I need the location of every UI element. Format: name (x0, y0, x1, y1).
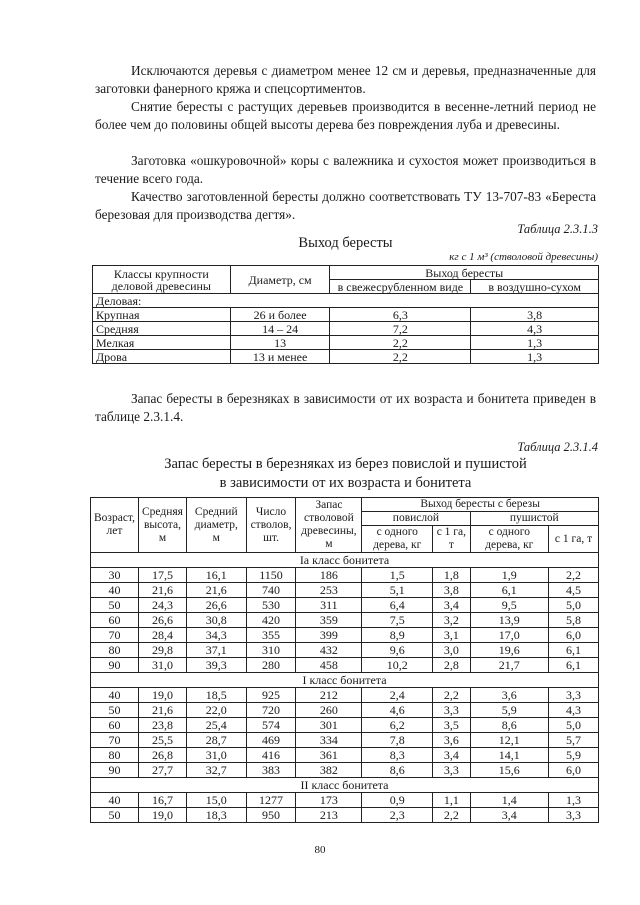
t1-cell: 3,8 (471, 308, 599, 322)
t2-cell: 1277 (246, 793, 296, 808)
t2-cell: 2,8 (433, 658, 470, 673)
t1-header-class: Классы крупности деловой древесины (93, 266, 231, 294)
t2-cell: 50 (91, 703, 139, 718)
t2-cell: 1,4 (470, 793, 549, 808)
table-row (91, 568, 599, 583)
t2-cell: 70 (91, 628, 139, 643)
t2-cell: 6,0 (549, 763, 599, 778)
t2-cell: 334 (296, 733, 362, 748)
t2-cell: 5,7 (549, 733, 599, 748)
section-row (91, 778, 599, 793)
t1-header-fresh: в свежесрубленном виде (330, 280, 471, 294)
t2-cell: 3,8 (433, 583, 470, 598)
t2-cell: 3,3 (433, 703, 470, 718)
t1-cell: 1,3 (471, 350, 599, 364)
t2-cell: 574 (246, 718, 296, 733)
t2-cell: 383 (246, 763, 296, 778)
t2-cell: 7,8 (362, 733, 433, 748)
t1-cell: 13 и менее (230, 350, 330, 364)
t2-cell: 21,6 (186, 583, 246, 598)
t2-cell: 9,5 (470, 598, 549, 613)
t2-cell: 355 (246, 628, 296, 643)
t2-cell: 458 (296, 658, 362, 673)
t2-cell: 90 (91, 763, 139, 778)
t2-cell: 253 (296, 583, 362, 598)
table-row (91, 643, 599, 658)
t2-cell: 40 (91, 688, 139, 703)
section-row (91, 673, 599, 688)
t2-cell: 90 (91, 658, 139, 673)
t2-cell: 3,2 (433, 613, 470, 628)
table-row (91, 658, 599, 673)
t2-header-per-tree: с одного дерева, кг (362, 526, 433, 553)
t2-cell: 382 (296, 763, 362, 778)
t2-cell: 80 (91, 748, 139, 763)
t2-cell: 1,8 (433, 568, 470, 583)
t2-cell: 37,1 (186, 643, 246, 658)
paragraph-quality: Качество заготовленной бересты должно соответствовать ТУ 13-707-83 «Береста березовая для производства дегтя». (95, 189, 596, 222)
table-row (91, 688, 599, 703)
t2-cell: 3,6 (470, 688, 549, 703)
t2-cell: 5,9 (470, 703, 549, 718)
t2-cell: 186 (296, 568, 362, 583)
t2-cell: 5,8 (549, 613, 599, 628)
t2-cell: 3,0 (433, 643, 470, 658)
table-row (91, 763, 599, 778)
t2-cell: 29,8 (138, 643, 186, 658)
t1-cell: 6,3 (330, 308, 471, 322)
t2-cell: 3,5 (433, 718, 470, 733)
t2-cell: 21,6 (138, 583, 186, 598)
t2-cell: 4,5 (549, 583, 599, 598)
section-label: II класс бонитета (91, 778, 599, 793)
t1-cell: 2,2 (330, 336, 471, 350)
t2-cell: 40 (91, 793, 139, 808)
t2-cell: 25,4 (186, 718, 246, 733)
t2-cell: 260 (296, 703, 362, 718)
table-bark-yield (92, 265, 599, 364)
t2-cell: 21,6 (138, 703, 186, 718)
t2-cell: 925 (246, 688, 296, 703)
t2-cell: 21,7 (470, 658, 549, 673)
t2-cell: 8,6 (470, 718, 549, 733)
t2-cell: 310 (246, 643, 296, 658)
t2-cell: 60 (91, 613, 139, 628)
t2-header-pubescens: пушистой (470, 512, 598, 526)
t2-header-per-ha: с 1 га, т (549, 526, 599, 553)
table-row (91, 733, 599, 748)
t2-cell: 7,5 (362, 613, 433, 628)
table1-title: Выход бересты (298, 235, 393, 251)
t1-cell: Дрова (93, 350, 231, 364)
t2-cell: 3,3 (433, 763, 470, 778)
t2-cell: 2,2 (433, 808, 470, 823)
t2-cell: 26,6 (186, 598, 246, 613)
t2-cell: 1,9 (470, 568, 549, 583)
section-row (91, 553, 599, 568)
t2-cell: 6,1 (549, 658, 599, 673)
t2-cell: 720 (246, 703, 296, 718)
t2-cell: 34,3 (186, 628, 246, 643)
t1-cell: 7,2 (330, 322, 471, 336)
t2-cell: 13,9 (470, 613, 549, 628)
t2-header-age: Возраст, лет (91, 498, 139, 553)
table2-title-line2: в зависимости от их возраста и бонитета (219, 475, 472, 491)
t1-cell: 2,2 (330, 350, 471, 364)
t2-cell: 2,2 (549, 568, 599, 583)
paragraph-stock-ref: Запас бересты в березняках в зависимости от их возраста и бонитета приведен в таблице 2.3.1.4. (95, 391, 596, 424)
t2-cell: 39,3 (186, 658, 246, 673)
t2-cell: 530 (246, 598, 296, 613)
table-row (93, 336, 599, 350)
table-row (93, 322, 599, 336)
table-row (91, 583, 599, 598)
t2-header-height: Средняя высота, м (138, 498, 186, 553)
t2-cell: 50 (91, 808, 139, 823)
table-row (91, 748, 599, 763)
t2-cell: 301 (296, 718, 362, 733)
page-number: 80 (314, 844, 326, 856)
t2-header-per-tree: с одного дерева, кг (470, 526, 549, 553)
t2-header-count: Число стволов, шт. (246, 498, 296, 553)
t2-cell: 3,4 (470, 808, 549, 823)
t2-cell: 24,3 (138, 598, 186, 613)
t2-cell: 6,4 (362, 598, 433, 613)
t1-header-dry: в воздушно-сухом (471, 280, 599, 294)
paragraph-bark: Заготовка «ошкуровочной» коры с валежника и сухостоя может производиться в течение всего года. (95, 153, 596, 186)
t2-cell: 359 (296, 613, 362, 628)
t1-cell: 26 и более (230, 308, 330, 322)
t2-cell: 26,8 (138, 748, 186, 763)
t2-cell: 420 (246, 613, 296, 628)
t2-cell: 19,0 (138, 688, 186, 703)
t2-cell: 280 (246, 658, 296, 673)
t2-header-yield: Выход бересты с березы (362, 498, 599, 512)
t2-cell: 40 (91, 583, 139, 598)
t2-cell: 5,9 (549, 748, 599, 763)
t2-cell: 6,1 (549, 643, 599, 658)
t2-cell: 0,9 (362, 793, 433, 808)
table-row (93, 308, 599, 322)
t2-cell: 10,2 (362, 658, 433, 673)
table-row (91, 793, 599, 808)
t2-cell: 8,3 (362, 748, 433, 763)
t2-cell: 26,6 (138, 613, 186, 628)
t2-cell: 3,4 (433, 748, 470, 763)
section-label: I класс бонитета (91, 673, 599, 688)
t2-cell: 31,0 (138, 658, 186, 673)
t2-cell: 60 (91, 718, 139, 733)
table-row (91, 718, 599, 733)
t2-cell: 17,0 (470, 628, 549, 643)
t1-cell: 4,3 (471, 322, 599, 336)
t2-cell: 950 (246, 808, 296, 823)
t2-cell: 30 (91, 568, 139, 583)
t1-cell: 14 – 24 (230, 322, 330, 336)
t2-header-stock: Запас стволовой древесины, м (296, 498, 362, 553)
t2-cell: 311 (296, 598, 362, 613)
t2-cell: 1,3 (549, 793, 599, 808)
table1-unit: кг с 1 м³ (стволовой древесины) (449, 251, 598, 263)
t1-cell: 1,3 (471, 336, 599, 350)
table-row (91, 613, 599, 628)
t2-cell: 8,9 (362, 628, 433, 643)
t2-cell: 3,6 (433, 733, 470, 748)
t2-cell: 432 (296, 643, 362, 658)
t2-cell: 6,0 (549, 628, 599, 643)
table2-ref: Таблица 2.3.1.4 (517, 440, 598, 454)
t2-cell: 15,6 (470, 763, 549, 778)
t2-header-diameter: Средний диаметр, м (186, 498, 246, 553)
paragraph-exclusions: Исключаются деревья с диаметром менее 12 см и деревья, предназначенные для заготовки фанерного кряжа и спецсортиментов. (95, 63, 596, 96)
t2-cell: 2,2 (433, 688, 470, 703)
t2-cell: 1,5 (362, 568, 433, 583)
t1-header-diameter: Диаметр, см (230, 266, 330, 294)
t2-cell: 399 (296, 628, 362, 643)
t1-cell: Мелкая (93, 336, 231, 350)
table-row (91, 628, 599, 643)
t2-cell: 469 (246, 733, 296, 748)
t1-header-yield: Выход бересты (330, 266, 599, 280)
t2-cell: 8,6 (362, 763, 433, 778)
table-bark-stock (90, 497, 599, 823)
t2-cell: 19,6 (470, 643, 549, 658)
table-row (91, 598, 599, 613)
t2-cell: 18,3 (186, 808, 246, 823)
t2-cell: 25,5 (138, 733, 186, 748)
t2-cell: 3,4 (433, 598, 470, 613)
t2-cell: 740 (246, 583, 296, 598)
t2-cell: 70 (91, 733, 139, 748)
t2-cell: 31,0 (186, 748, 246, 763)
table-row (91, 703, 599, 718)
t2-cell: 30,8 (186, 613, 246, 628)
table2-title-line1: Запас бересты в березняках из берез повислой и пушистой (164, 456, 527, 472)
t2-cell: 5,0 (549, 598, 599, 613)
t2-cell: 173 (296, 793, 362, 808)
t2-cell: 32,7 (186, 763, 246, 778)
t1-cell: Средняя (93, 322, 231, 336)
t2-cell: 4,6 (362, 703, 433, 718)
t2-cell: 15,0 (186, 793, 246, 808)
t2-cell: 213 (296, 808, 362, 823)
table1-ref: Таблица 2.3.1.3 (517, 222, 598, 236)
t2-cell: 2,4 (362, 688, 433, 703)
table-row (91, 808, 599, 823)
t2-cell: 18,5 (186, 688, 246, 703)
t2-cell: 3,1 (433, 628, 470, 643)
t2-cell: 17,5 (138, 568, 186, 583)
t2-cell: 6,2 (362, 718, 433, 733)
t2-cell: 3,3 (549, 808, 599, 823)
t2-cell: 16,7 (138, 793, 186, 808)
t2-cell: 28,7 (186, 733, 246, 748)
t2-header-pendula: повислой (362, 512, 470, 526)
t2-cell: 19,0 (138, 808, 186, 823)
t2-cell: 416 (246, 748, 296, 763)
t2-body (91, 553, 599, 823)
t2-cell: 9,6 (362, 643, 433, 658)
section-label: Ia класс бонитета (91, 553, 599, 568)
paragraph-removal: Снятие бересты с растущих деревьев производится в весенне-летний период не более чем до половины общей высоты дерева без повреждения луба и древесины. (95, 99, 596, 132)
t2-header-per-ha: с 1 га, т (433, 526, 470, 553)
t2-cell: 212 (296, 688, 362, 703)
t2-cell: 5,0 (549, 718, 599, 733)
t2-cell: 23,8 (138, 718, 186, 733)
t1-cell: 13 (230, 336, 330, 350)
t1-group-label: Деловая: (93, 294, 599, 308)
t2-cell: 12,1 (470, 733, 549, 748)
t2-cell: 14,1 (470, 748, 549, 763)
t2-cell: 80 (91, 643, 139, 658)
t2-cell: 1,1 (433, 793, 470, 808)
table-row (93, 350, 599, 364)
t2-cell: 22,0 (186, 703, 246, 718)
t2-cell: 16,1 (186, 568, 246, 583)
t2-cell: 4,3 (549, 703, 599, 718)
t2-cell: 28,4 (138, 628, 186, 643)
t2-cell: 2,3 (362, 808, 433, 823)
t2-cell: 50 (91, 598, 139, 613)
t2-cell: 361 (296, 748, 362, 763)
t2-cell: 3,3 (549, 688, 599, 703)
t2-cell: 27,7 (138, 763, 186, 778)
t1-cell: Крупная (93, 308, 231, 322)
t2-cell: 5,1 (362, 583, 433, 598)
t2-cell: 6,1 (470, 583, 549, 598)
t2-cell: 1150 (246, 568, 296, 583)
